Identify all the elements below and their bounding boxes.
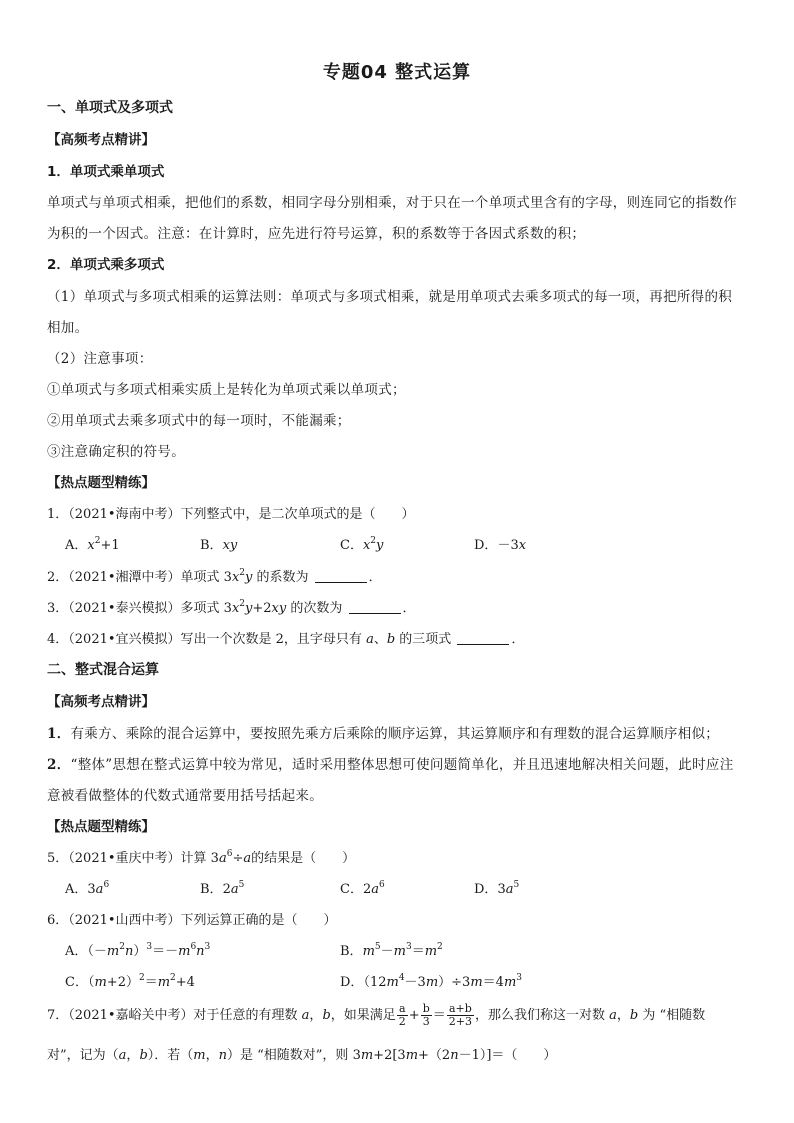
question-1-option-a: A．$x^2+1$ <box>65 536 120 553</box>
question-1-stem: 1．（2021•海南中考）下列整式中，是二次单项式的是（ ） <box>47 507 415 522</box>
page-title: 专题04 整式运算 <box>322 62 472 83</box>
question-1-option-d: D．－3x <box>474 538 527 553</box>
question-6-option-a: A．$(-m^2n)^3=-m^6n^3$ <box>65 942 211 959</box>
fraction: $\frac{b}{3}$ <box>422 1002 430 1028</box>
section2-heading: 二、整式混合运算 <box>47 662 159 678</box>
section2-points-heading: 【高频考点精讲】 <box>47 694 155 710</box>
question-5-option-a: A．$3a^6$ <box>65 880 110 897</box>
question-4: 4．（2021•宜兴模拟）写出一个次数是 2，且字母只有 a、b 的三项式 ． <box>47 632 525 647</box>
question-6-option-d: D．$(12m^4-3m)\div 3m=4m^3$ <box>340 973 522 990</box>
question-6-option-c: C．$(m+2)^2=m^2+4$ <box>65 973 195 990</box>
s2-point1: 1．有乘方、乘除的混合运算中，要按照先乘方后乘除的顺序运算，其运算顺序和有理数的混合运算顺序相似； <box>47 726 720 742</box>
s2-point2-line1: 2．“整体”思想在整式运算中较为常见，适时采用整体思想可使问题简单化，并且迅速地解决相关问题，此时应注 <box>47 757 734 773</box>
question-5-option-b: B．$2a^5$ <box>200 880 245 897</box>
answer-blank[interactable] <box>349 601 401 614</box>
section2-practice-heading: 【热点题型精练】 <box>47 819 155 835</box>
s1-point1-text-line1: 单项式与单项式相乘，把他们的系数，相同字母分别相乘，对于只在一个单项式里含有的字母，则连同它的指数作 <box>47 195 737 211</box>
answer-blank[interactable] <box>457 632 509 645</box>
s1-note-2: ②用单项式去乘多项式中的每一项时，不能漏乘； <box>47 413 351 429</box>
s1-point1-title: 1．单项式乘单项式 <box>47 164 165 180</box>
s1-note-1: ①单项式与多项式相乘实质上是转化为单项式乘以单项式； <box>47 382 406 398</box>
question-5-option-d: D．$3a^5$ <box>474 880 520 897</box>
fraction: $\frac{a+b}{2+3}$ <box>448 1002 472 1028</box>
s1-point2-text-line1: （1）单项式与多项式相乘的运算法则：单项式与多项式相乘，就是用单项式去乘多项式的每一项，再把所得的积 <box>47 289 733 305</box>
section1-heading: 一、单项式及多项式 <box>47 100 173 116</box>
s1-point1-text-line2: 为积的一个因式。注意：在计算时，应先进行符号运算，积的系数等于各因式系数的积； <box>47 226 586 242</box>
answer-blank[interactable] <box>315 570 367 583</box>
question-5-option-c: C．$2a^6$ <box>340 880 385 897</box>
question-7-line1: 7．（2021•嘉峪关中考）对于任意的有理数 a，b，如果满足 $\frac{a}{2}$ + $\frac{b}{3}$ ＝ $\frac{a+b}{2+3}$ ，那么我们称这一对数 a，b 为 “相随数 <box>47 1002 706 1028</box>
question-2: 2．（2021•湘潭中考）单项式 $3x^2y$ 的系数为 ． <box>47 568 382 585</box>
s2-point2-line2: 意被看做整体的代数式通常要用括号括起来。 <box>47 788 323 804</box>
s1-note-3: ③注意确定积的符号。 <box>47 444 185 460</box>
s1-point2-note: （2）注意事项： <box>47 351 153 367</box>
question-1-option-c: C．$x^2y$ <box>340 536 384 553</box>
s1-point2-text-line2: 相加。 <box>47 320 89 336</box>
question-6-option-b: B．$m^5-m^3=m^2$ <box>340 942 443 959</box>
question-5-stem: 5．（2021•重庆中考）计算 $3a^6\div a$的结果是（ ） <box>47 849 356 866</box>
s1-point2-title: 2．单项式乘多项式 <box>47 257 165 273</box>
question-3: 3．（2021•泰兴模拟）多项式 $3x^2y+2xy$ 的次数为 ． <box>47 599 416 616</box>
section1-practice-heading: 【热点题型精练】 <box>47 475 155 491</box>
fraction: $\frac{a}{2}$ <box>398 1002 406 1028</box>
question-1-option-b: B．xy <box>200 538 238 553</box>
question-6-stem: 6．（2021•山西中考）下列运算正确的是（ ） <box>47 913 337 928</box>
section1-points-heading: 【高频考点精讲】 <box>47 132 155 148</box>
question-7-line2: 对”，记为（a，b）．若（m，n）是 “相随数对”，则 3m+2[3m+（2n－1）]＝（ ） <box>47 1048 557 1063</box>
